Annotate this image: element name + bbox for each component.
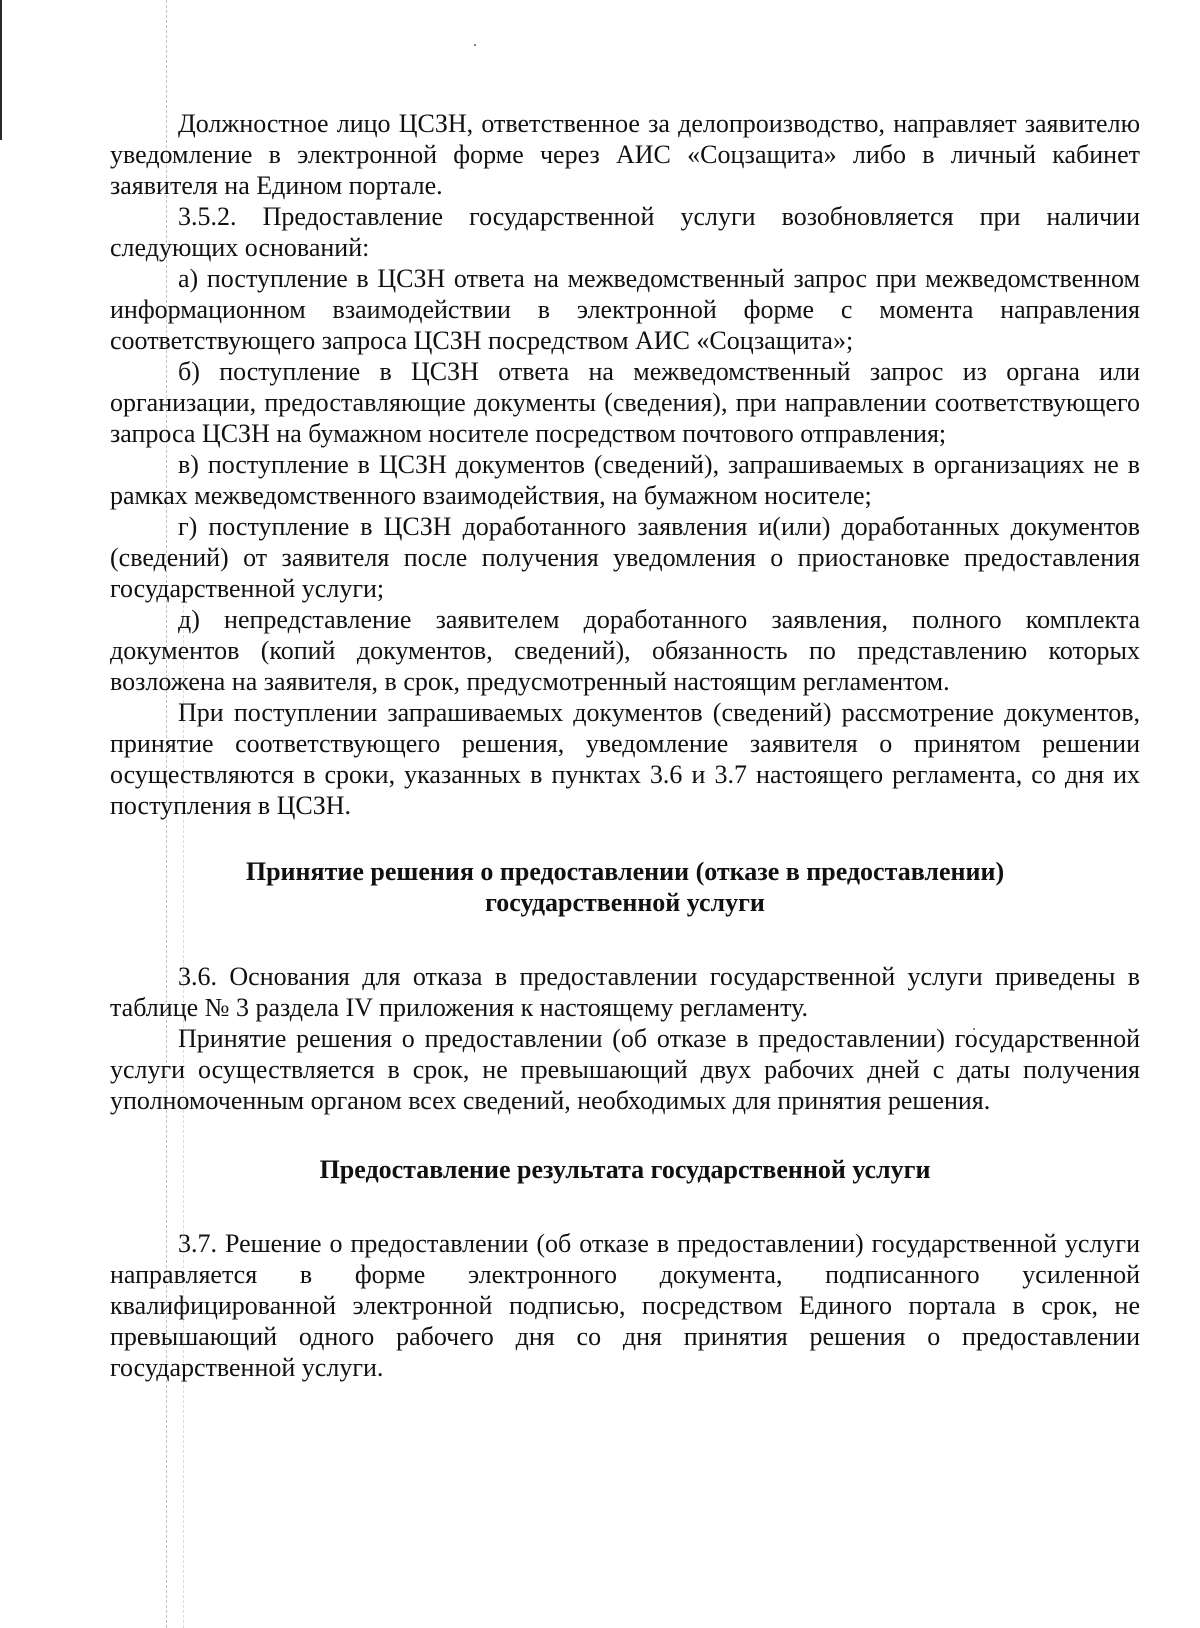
paragraph-item-g: г) поступление в ЦСЗН доработанного заявления и(или) доработанных документов (сведений) от заявителя после получения уведомления о приостановке предоставления государственной услуги; <box>110 512 1140 603</box>
scan-edge-line <box>0 0 2 140</box>
paragraph-item-b: б) поступление в ЦСЗН ответа на межведомственный запрос из органа или организации, предоставляющие документы (сведения), при направлении соответствующего запроса ЦСЗН на бумажном носителе посредством почтового отправления; <box>110 357 1140 448</box>
paragraph-upon-receipt: При поступлении запрашиваемых документов (сведений) рассмотрение документов, принятие соответствующего решения, уведомление заявителя о принятом решении осуществляются в сроки, указанных в пунктах 3.6 и 3.7 настоящего регламента, со дня их поступления в ЦСЗН. <box>110 698 1140 820</box>
paragraph-3-5-2: 3.5.2. Предоставление государственной услуги возобновляется при наличии следующих оснований: <box>110 202 1140 262</box>
paragraph-item-a: а) поступление в ЦСЗН ответа на межведомственный запрос при межведомственном информационном взаимодействии в электронной форме с момента направления соответствующего запроса ЦСЗН посредством АИС «Соцзащита»; <box>110 264 1140 355</box>
paragraph-decision-term: Принятие решения о предоставлении (об отказе в предоставлении) государственной услуги осуществляется в срок, не превышающий двух рабочих дней с даты получения уполномоченным органом всех сведений, необходимых для принятия решения. <box>110 1024 1140 1115</box>
paragraph-item-d: д) непредставление заявителем доработанного заявления, полного комплекта документов (копий документов, сведений), обязанность по представлению которых возложена на заявителя, в срок, предусмотренный настоящим регламентом. <box>110 605 1140 696</box>
paragraph-notification: Должностное лицо ЦСЗН, ответственное за делопроизводство, направляет заявителю уведомление в электронной форме через АИС «Соцзащита» либо в личный кабинет заявителя на Едином портале. <box>110 109 1140 200</box>
section-heading-decision <box>110 856 1140 918</box>
section-heading-result: Предоставление результата государственной услуги <box>319 1155 931 1184</box>
section-heading-decision-line2: государственной услуги <box>485 888 765 917</box>
section-heading-decision-line1: Принятие решения о предоставлении (отказе в предоставлении) <box>245 857 1005 886</box>
document-body <box>110 108 1140 1383</box>
scan-speck <box>474 44 476 46</box>
paragraph-item-v: в) поступление в ЦСЗН документов (сведений), запрашиваемых в организациях не в рамках межведомственного взаимодействия, на бумажном носителе; <box>110 450 1140 510</box>
paragraph-3-6: 3.6. Основания для отказа в предоставлении государственной услуги приведены в таблице № 3 раздела IV приложения к настоящему регламенту. <box>110 962 1140 1022</box>
paragraph-3-7: 3.7. Решение о предоставлении (об отказе в предоставлении) государственной услуги направляется в форме электронного документа, подписанного усиленной квалифицированной электронной подписью, посредством Единого портала в срок, не превышающий одного рабочего дня со дня принятия решения о предоставлении государственной услуги. <box>110 1229 1140 1382</box>
